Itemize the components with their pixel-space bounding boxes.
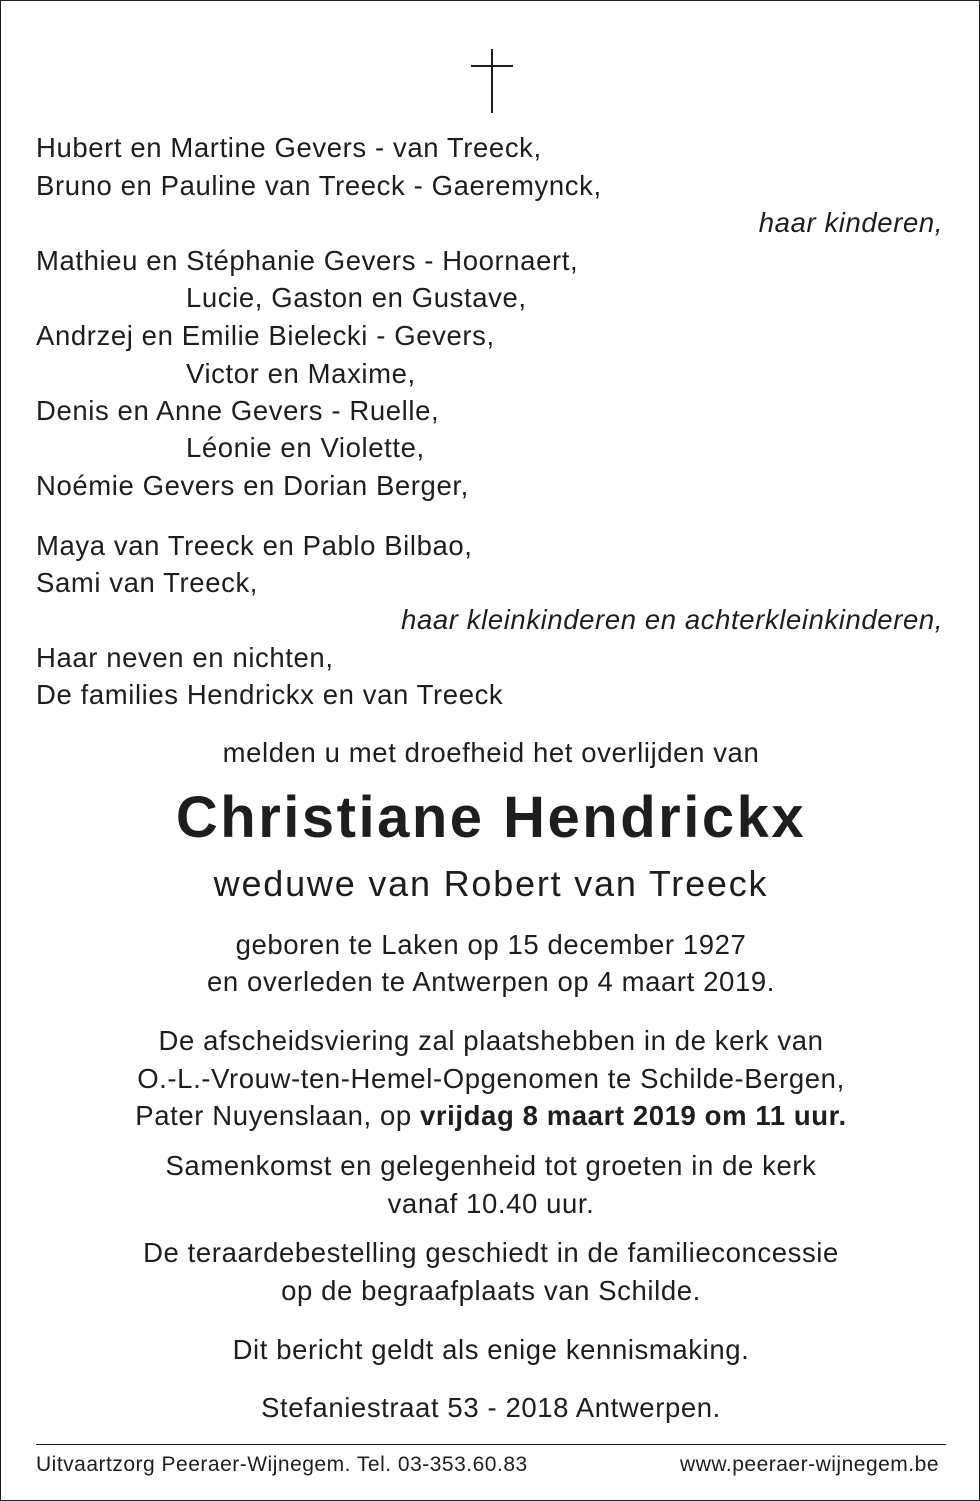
relatives-line: De families Hendrickx en van Treeck <box>36 679 504 710</box>
ceremony-datetime: vrijdag 8 maart 2019 om 11 uur. <box>419 1100 847 1131</box>
announcement: melden u met droefheid het overlijden van <box>222 737 760 768</box>
great-grandchildren-line: Léonie en Violette, <box>186 432 425 463</box>
address-line: Stefaniestraat 53 - 2018 Antwerpen. <box>261 1392 721 1423</box>
website-link[interactable]: www.peeraer-wijnegem.be <box>680 1453 939 1476</box>
great-grandchildren-line: Victor en Maxime, <box>186 358 416 389</box>
gathering-line: vanaf 10.40 uur. <box>387 1188 595 1219</box>
burial-line: op de begraafplaats van Schilde. <box>281 1275 701 1306</box>
grandchild-line: Mathieu en Stéphanie Gevers - Hoornaert, <box>36 245 579 276</box>
ceremony-line: De afscheidsviering zal plaatshebben in de kerk van <box>158 1025 824 1056</box>
undertaker-info: Uitvaartzorg Peeraer-Wijnegem. Tel. 03-353.60.83 <box>36 1453 528 1476</box>
deceased-name: Christiane Hendrickx <box>175 785 807 850</box>
burial-line: De teraardebestelling geschiedt in de familieconcessie <box>143 1237 839 1268</box>
relatives-line: Haar neven en nichten, <box>36 642 334 673</box>
footer-divider <box>36 1444 946 1445</box>
ceremony-line: O.-L.-Vrouw-ten-Hemel-Opgenomen te Schilde-Bergen, <box>137 1063 845 1094</box>
ceremony-location: Pater Nuyenslaan, op <box>135 1100 420 1131</box>
children-label: haar kinderen, <box>758 207 943 238</box>
death-line: en overleden te Antwerpen op 4 maart 2019. <box>207 966 775 997</box>
gathering-line: Samenkomst en gelegenheid tot groeten in de kerk <box>165 1150 817 1181</box>
child-line: Hubert en Martine Gevers - van Treeck, <box>36 132 542 163</box>
grandchild-line: Maya van Treeck en Pablo Bilbao, <box>36 530 473 561</box>
grandchild-line: Andrzej en Emilie Bielecki - Gevers, <box>36 320 495 351</box>
ceremony-line <box>1 1098 980 1134</box>
grandchild-line: Sami van Treeck, <box>36 567 259 598</box>
birth-line: geboren te Laken op 15 december 1927 <box>235 929 747 960</box>
grandchildren-label: haar kleinkinderen en achterkleinkinderen, <box>401 604 943 635</box>
great-grandchildren-line: Lucie, Gaston en Gustave, <box>186 282 527 313</box>
spouse-line: weduwe van Robert van Treeck <box>213 863 769 904</box>
cross-icon <box>471 49 513 113</box>
notice-line: Dit bericht geldt als enige kennismaking. <box>232 1334 750 1365</box>
child-line: Bruno en Pauline van Treeck - Gaeremynck, <box>36 170 602 201</box>
grandchild-line: Denis en Anne Gevers - Ruelle, <box>36 395 440 426</box>
grandchild-line: Noémie Gevers en Dorian Berger, <box>36 470 469 501</box>
